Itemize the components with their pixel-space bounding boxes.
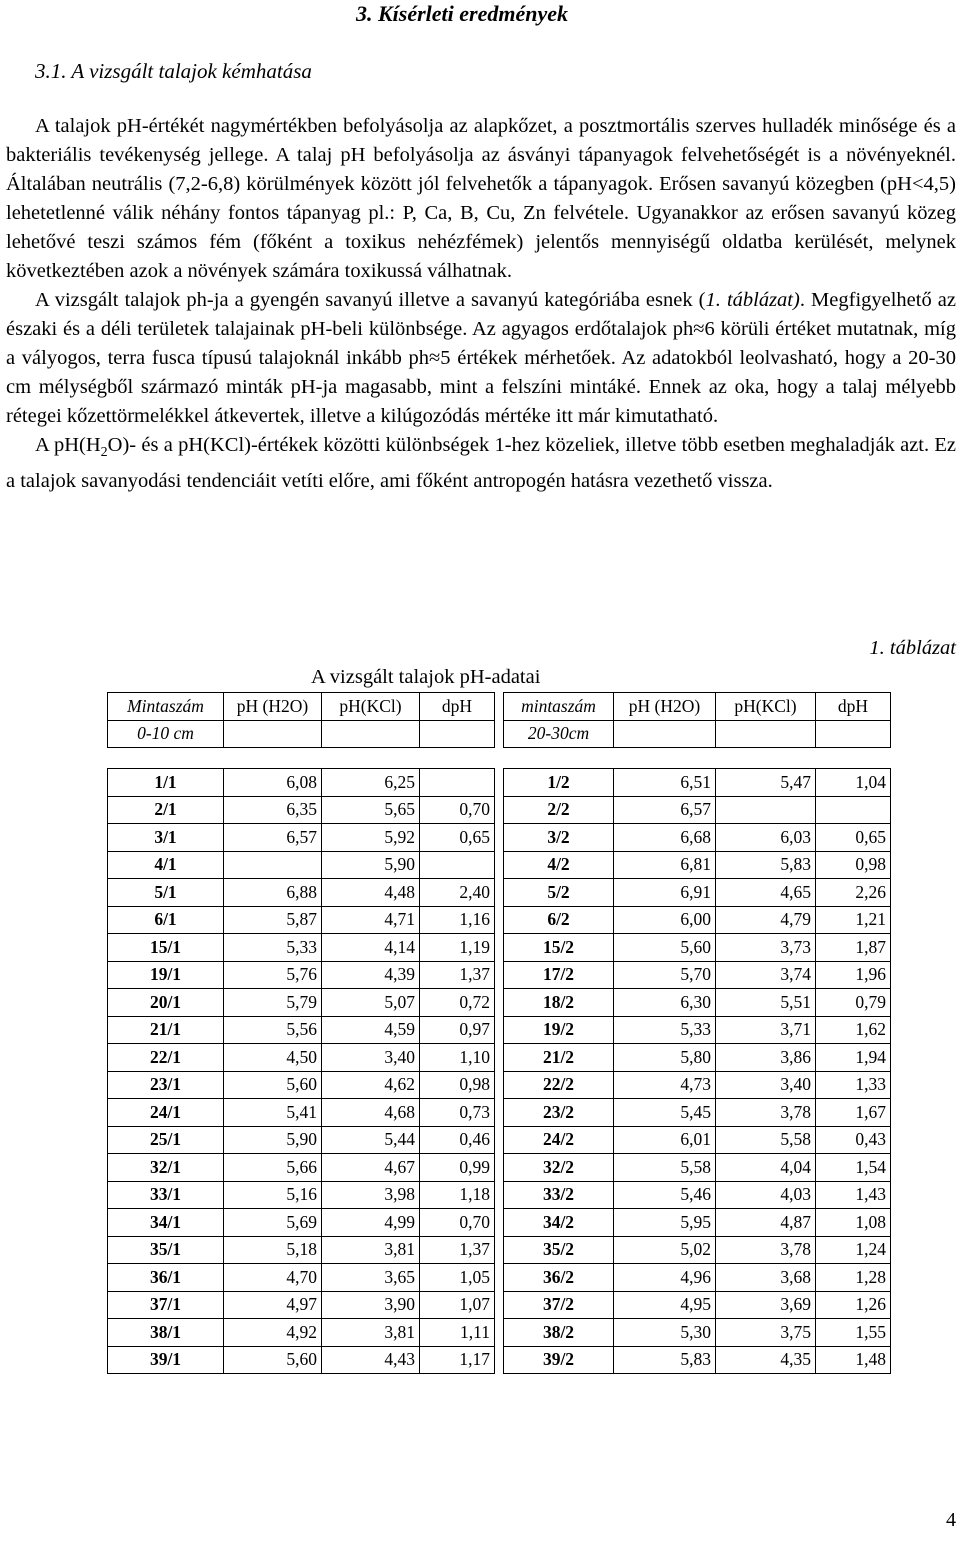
- sample-id-cell: 21/2: [504, 1044, 614, 1072]
- value-cell: 4,43: [322, 1346, 420, 1374]
- value-cell: 1,04: [816, 769, 891, 797]
- table-separator: [495, 879, 504, 907]
- value-cell: [420, 769, 495, 797]
- sample-id-cell: 19/2: [504, 1016, 614, 1044]
- table-row: [108, 1319, 891, 1347]
- value-cell: 5,58: [614, 1154, 716, 1182]
- value-cell: 6,88: [224, 879, 322, 907]
- value-cell: [224, 851, 322, 879]
- table-caption-number: 1. táblázat: [869, 637, 956, 659]
- value-cell: 3,69: [716, 1291, 816, 1319]
- value-cell: 4,59: [322, 1016, 420, 1044]
- value-cell: 5,83: [614, 1346, 716, 1374]
- table-separator: [495, 906, 504, 934]
- table-separator: [495, 1071, 504, 1099]
- value-cell: 4,67: [322, 1154, 420, 1182]
- value-cell: 4,50: [224, 1044, 322, 1072]
- value-cell: 5,60: [224, 1071, 322, 1099]
- value-cell: 1,67: [816, 1099, 891, 1127]
- table-separator: [495, 1346, 504, 1374]
- value-cell: 1,11: [420, 1319, 495, 1347]
- sample-id-cell: 39/1: [108, 1346, 224, 1374]
- value-cell: 0,98: [420, 1071, 495, 1099]
- table-separator: [495, 1126, 504, 1154]
- value-cell: 1,10: [420, 1044, 495, 1072]
- value-cell: 5,07: [322, 989, 420, 1017]
- table-separator: [495, 1209, 504, 1237]
- header-cell: pH(KCl): [716, 693, 816, 721]
- value-cell: 1,28: [816, 1264, 891, 1292]
- sample-id-cell: 37/1: [108, 1291, 224, 1319]
- empty-cell: [322, 720, 420, 748]
- value-cell: 5,69: [224, 1209, 322, 1237]
- sample-id-cell: 24/2: [504, 1126, 614, 1154]
- value-cell: 5,30: [614, 1319, 716, 1347]
- sample-id-cell: 23/1: [108, 1071, 224, 1099]
- value-cell: 0,73: [420, 1099, 495, 1127]
- value-cell: 5,95: [614, 1209, 716, 1237]
- value-cell: 1,07: [420, 1291, 495, 1319]
- sample-id-cell: 22/2: [504, 1071, 614, 1099]
- table-title: A vizsgált talajok pH-adatai: [311, 666, 541, 688]
- sample-id-cell: 5/1: [108, 879, 224, 907]
- table-row: [108, 1209, 891, 1237]
- value-cell: 3,40: [322, 1044, 420, 1072]
- table-separator: [495, 748, 504, 769]
- paragraph-2: [6, 286, 956, 431]
- sample-id-cell: 34/1: [108, 1209, 224, 1237]
- table-reference: 1. táblázat): [705, 289, 800, 311]
- value-cell: 5,83: [716, 851, 816, 879]
- table-row: [108, 934, 891, 962]
- value-cell: 1,48: [816, 1346, 891, 1374]
- header-cell: mintaszám: [504, 693, 614, 721]
- spacer-cell: [504, 748, 614, 769]
- header-cell: dpH: [816, 693, 891, 721]
- value-cell: 0,97: [420, 1016, 495, 1044]
- value-cell: [716, 796, 816, 824]
- value-cell: 4,48: [322, 879, 420, 907]
- value-cell: 5,44: [322, 1126, 420, 1154]
- value-cell: 4,65: [716, 879, 816, 907]
- table-separator: [495, 1154, 504, 1182]
- value-cell: 1,18: [420, 1181, 495, 1209]
- value-cell: 0,46: [420, 1126, 495, 1154]
- table-separator: [495, 1044, 504, 1072]
- value-cell: 3,78: [716, 1236, 816, 1264]
- table-separator: [495, 720, 504, 748]
- table-separator: [495, 796, 504, 824]
- sample-id-cell: 33/2: [504, 1181, 614, 1209]
- value-cell: 6,01: [614, 1126, 716, 1154]
- value-cell: 4,99: [322, 1209, 420, 1237]
- table-row: [108, 1126, 891, 1154]
- value-cell: 6,03: [716, 824, 816, 852]
- empty-cell: [614, 720, 716, 748]
- value-cell: 5,92: [322, 824, 420, 852]
- table-separator: [495, 769, 504, 797]
- sample-id-cell: 15/1: [108, 934, 224, 962]
- ph-data-table: [107, 692, 891, 1374]
- value-cell: 1,43: [816, 1181, 891, 1209]
- table-row: [108, 1291, 891, 1319]
- spacer-cell: [716, 748, 816, 769]
- value-cell: 6,35: [224, 796, 322, 824]
- table-row: [108, 769, 891, 797]
- value-cell: 3,68: [716, 1264, 816, 1292]
- value-cell: 4,03: [716, 1181, 816, 1209]
- paragraph-2-before: A vizsgált talajok ph-ja a gyengén savanyú illetve a savanyú kategóriába esnek (: [35, 289, 706, 311]
- sample-id-cell: 39/2: [504, 1346, 614, 1374]
- value-cell: 4,62: [322, 1071, 420, 1099]
- table-row: [108, 1346, 891, 1374]
- sample-id-cell: 34/2: [504, 1209, 614, 1237]
- sample-id-cell: 5/2: [504, 879, 614, 907]
- value-cell: 5,41: [224, 1099, 322, 1127]
- table-row: [108, 1099, 891, 1127]
- table-separator: [495, 1291, 504, 1319]
- value-cell: 3,40: [716, 1071, 816, 1099]
- value-cell: 1,24: [816, 1236, 891, 1264]
- value-cell: 0,65: [420, 824, 495, 852]
- value-cell: 1,37: [420, 961, 495, 989]
- value-cell: 1,08: [816, 1209, 891, 1237]
- sample-id-cell: 25/1: [108, 1126, 224, 1154]
- value-cell: 1,21: [816, 906, 891, 934]
- value-cell: 5,33: [614, 1016, 716, 1044]
- value-cell: 4,95: [614, 1291, 716, 1319]
- value-cell: 1,26: [816, 1291, 891, 1319]
- sample-id-cell: 18/2: [504, 989, 614, 1017]
- sample-id-cell: 37/2: [504, 1291, 614, 1319]
- page-number: 4: [946, 1509, 956, 1531]
- table-row: [108, 989, 891, 1017]
- table-separator: [495, 1236, 504, 1264]
- value-cell: 3,71: [716, 1016, 816, 1044]
- value-cell: 0,70: [420, 796, 495, 824]
- sample-id-cell: 38/1: [108, 1319, 224, 1347]
- value-cell: 5,56: [224, 1016, 322, 1044]
- value-cell: 1,55: [816, 1319, 891, 1347]
- paragraph-3-part2: O)- és a pH(KCl)-értékek közötti különbségek 1-hez közeliek, illetve több esetben meghaladják azt. Ez a talajok savanyodási tendenciáit vetíti előre, ami főként antropogén hatásra vezethető vissza.: [6, 434, 957, 493]
- header-row: [108, 693, 891, 721]
- value-cell: 5,47: [716, 769, 816, 797]
- value-cell: 5,65: [322, 796, 420, 824]
- value-cell: 4,68: [322, 1099, 420, 1127]
- sample-id-cell: 36/1: [108, 1264, 224, 1292]
- value-cell: [816, 796, 891, 824]
- sample-id-cell: 35/1: [108, 1236, 224, 1264]
- spacer-cell: [420, 748, 495, 769]
- value-cell: 6,68: [614, 824, 716, 852]
- value-cell: 4,96: [614, 1264, 716, 1292]
- spacer-cell: [816, 748, 891, 769]
- spacer-cell: [224, 748, 322, 769]
- table-separator: [495, 1319, 504, 1347]
- table-row: [108, 1071, 891, 1099]
- depth-label-left: 0-10 cm: [108, 720, 224, 748]
- value-cell: 5,90: [224, 1126, 322, 1154]
- sample-id-cell: 19/1: [108, 961, 224, 989]
- value-cell: 1,96: [816, 961, 891, 989]
- value-cell: 2,26: [816, 879, 891, 907]
- table-separator: [495, 1181, 504, 1209]
- table-separator: [495, 1264, 504, 1292]
- value-cell: 6,25: [322, 769, 420, 797]
- paragraph-1: A talajok pH-értékét nagymértékben befolyásolja az alapkőzet, a posztmortális szerves hulladék minősége és a bakteriális tevékenység jellege. A talaj pH befolyásolja az ásványi tápanyagok felvehetőségét is a növényeknél. Általában neutrális (7,2-6,8) körülmények között jól felvehetők a tápanyagok. Erősen savanyú közegben (pH<4,5) lehetetlenné válik néhány fontos tápanyag pl.: P, Ca, B, Cu, Zn felvétele. Ugyanakkor az erősen savanyú közeg lehetővé teszi számos fém (főként a toxikus nehézfémek) jelentős mennyiségű oldatba kerülését, melynek következtében azok a növények számára toxikussá válhatnak.: [6, 115, 956, 282]
- value-cell: 3,81: [322, 1319, 420, 1347]
- value-cell: 5,79: [224, 989, 322, 1017]
- value-cell: 6,57: [614, 796, 716, 824]
- value-cell: 1,05: [420, 1264, 495, 1292]
- sample-id-cell: 2/2: [504, 796, 614, 824]
- value-cell: 5,45: [614, 1099, 716, 1127]
- paragraph-3-part1: A pH(H: [35, 434, 101, 456]
- table-separator: [495, 1016, 504, 1044]
- sample-id-cell: 17/2: [504, 961, 614, 989]
- value-cell: 0,99: [420, 1154, 495, 1182]
- paragraph-3: [6, 431, 956, 496]
- value-cell: 5,18: [224, 1236, 322, 1264]
- sample-id-cell: 3/2: [504, 824, 614, 852]
- value-cell: 5,70: [614, 961, 716, 989]
- header-cell: Mintaszám: [108, 693, 224, 721]
- value-cell: 6,51: [614, 769, 716, 797]
- value-cell: 5,66: [224, 1154, 322, 1182]
- sample-id-cell: 20/1: [108, 989, 224, 1017]
- spacer-row: [108, 748, 891, 769]
- value-cell: 6,08: [224, 769, 322, 797]
- value-cell: 4,97: [224, 1291, 322, 1319]
- value-cell: 4,04: [716, 1154, 816, 1182]
- sample-id-cell: 6/2: [504, 906, 614, 934]
- table-row: [108, 1154, 891, 1182]
- value-cell: 6,81: [614, 851, 716, 879]
- value-cell: 5,90: [322, 851, 420, 879]
- value-cell: 5,33: [224, 934, 322, 962]
- table-separator: [495, 1099, 504, 1127]
- empty-cell: [224, 720, 322, 748]
- subscript-2: 2: [100, 445, 108, 461]
- value-cell: 4,73: [614, 1071, 716, 1099]
- paragraph-2-after: . Megfigyelhető az északi és a déli területek talajainak pH-beli különbsége. Az agyagos erdőtalajok ph≈6 körüli értéket mutatnak, míg a vályogos, terra fusca típusú talajoknál inkább ph≈5 értékek mérhetőek. Az adatokból leolvasható, hogy a 20-30 cm mélységből származó minták pH-ja magasabb, mint a felszíni mintáké. Ennek az oka, hogy a talaj mélyebb rétegei kőzettörmelékkel átkevertek, illetve a kilúgozódás mértéke itt már kimutatható.: [6, 289, 956, 427]
- sample-id-cell: 15/2: [504, 934, 614, 962]
- sample-id-cell: 6/1: [108, 906, 224, 934]
- value-cell: 3,75: [716, 1319, 816, 1347]
- value-cell: 3,65: [322, 1264, 420, 1292]
- table-row: [108, 906, 891, 934]
- spacer-cell: [108, 748, 224, 769]
- spacer-cell: [614, 748, 716, 769]
- table-row: [108, 1264, 891, 1292]
- sample-id-cell: 22/1: [108, 1044, 224, 1072]
- table-row: [108, 1181, 891, 1209]
- value-cell: 4,39: [322, 961, 420, 989]
- table-body: [108, 693, 891, 1374]
- value-cell: 1,19: [420, 934, 495, 962]
- value-cell: 0,43: [816, 1126, 891, 1154]
- value-cell: 1,54: [816, 1154, 891, 1182]
- value-cell: 3,81: [322, 1236, 420, 1264]
- empty-cell: [816, 720, 891, 748]
- value-cell: 1,37: [420, 1236, 495, 1264]
- table-separator: [495, 989, 504, 1017]
- body-text: [6, 112, 956, 496]
- sample-id-cell: 33/1: [108, 1181, 224, 1209]
- value-cell: 5,60: [614, 934, 716, 962]
- empty-cell: [420, 720, 495, 748]
- value-cell: 6,91: [614, 879, 716, 907]
- sample-id-cell: 23/2: [504, 1099, 614, 1127]
- header-cell: dpH: [420, 693, 495, 721]
- value-cell: 4,87: [716, 1209, 816, 1237]
- value-cell: 3,74: [716, 961, 816, 989]
- sample-id-cell: 4/1: [108, 851, 224, 879]
- table-row: [108, 879, 891, 907]
- sample-id-cell: 3/1: [108, 824, 224, 852]
- value-cell: 4,71: [322, 906, 420, 934]
- table-separator: [495, 693, 504, 721]
- value-cell: 5,51: [716, 989, 816, 1017]
- value-cell: 1,33: [816, 1071, 891, 1099]
- value-cell: 1,16: [420, 906, 495, 934]
- value-cell: 2,40: [420, 879, 495, 907]
- sample-id-cell: 2/1: [108, 796, 224, 824]
- table-separator: [495, 961, 504, 989]
- value-cell: 0,98: [816, 851, 891, 879]
- table-row: [108, 796, 891, 824]
- section-title: 3.1. A vizsgált talajok kémhatása: [35, 59, 312, 83]
- value-cell: 1,62: [816, 1016, 891, 1044]
- header-cell: pH (H2O): [614, 693, 716, 721]
- header-cell: pH(KCl): [322, 693, 420, 721]
- value-cell: 4,92: [224, 1319, 322, 1347]
- value-cell: 3,98: [322, 1181, 420, 1209]
- sample-id-cell: 38/2: [504, 1319, 614, 1347]
- sample-id-cell: 32/2: [504, 1154, 614, 1182]
- sample-id-cell: 21/1: [108, 1016, 224, 1044]
- sample-id-cell: 4/2: [504, 851, 614, 879]
- value-cell: 5,46: [614, 1181, 716, 1209]
- table-separator: [495, 934, 504, 962]
- value-cell: 5,80: [614, 1044, 716, 1072]
- value-cell: 4,79: [716, 906, 816, 934]
- value-cell: 6,57: [224, 824, 322, 852]
- value-cell: 0,65: [816, 824, 891, 852]
- value-cell: 1,17: [420, 1346, 495, 1374]
- header-cell: pH (H2O): [224, 693, 322, 721]
- value-cell: 5,58: [716, 1126, 816, 1154]
- table-row: [108, 1044, 891, 1072]
- value-cell: 1,87: [816, 934, 891, 962]
- value-cell: 6,00: [614, 906, 716, 934]
- table-separator: [495, 824, 504, 852]
- table-separator: [495, 851, 504, 879]
- value-cell: 5,60: [224, 1346, 322, 1374]
- sample-id-cell: 36/2: [504, 1264, 614, 1292]
- sample-id-cell: 24/1: [108, 1099, 224, 1127]
- value-cell: 6,30: [614, 989, 716, 1017]
- value-cell: 3,73: [716, 934, 816, 962]
- chapter-title: 3. Kísérleti eredmények: [356, 1, 569, 26]
- table-row: [108, 824, 891, 852]
- value-cell: 4,14: [322, 934, 420, 962]
- table-row: [108, 961, 891, 989]
- value-cell: 3,78: [716, 1099, 816, 1127]
- sample-id-cell: 1/1: [108, 769, 224, 797]
- table-row: [108, 1236, 891, 1264]
- value-cell: 1,94: [816, 1044, 891, 1072]
- value-cell: 5,02: [614, 1236, 716, 1264]
- depth-label-right: 20-30cm: [504, 720, 614, 748]
- value-cell: 0,72: [420, 989, 495, 1017]
- value-cell: 4,35: [716, 1346, 816, 1374]
- empty-cell: [716, 720, 816, 748]
- value-cell: 4,70: [224, 1264, 322, 1292]
- value-cell: 5,76: [224, 961, 322, 989]
- sample-id-cell: 32/1: [108, 1154, 224, 1182]
- sample-id-cell: 35/2: [504, 1236, 614, 1264]
- table-row: [108, 851, 891, 879]
- value-cell: 3,86: [716, 1044, 816, 1072]
- value-cell: 0,79: [816, 989, 891, 1017]
- value-cell: 5,87: [224, 906, 322, 934]
- value-cell: 0,70: [420, 1209, 495, 1237]
- spacer-cell: [322, 748, 420, 769]
- table-row: [108, 1016, 891, 1044]
- value-cell: 5,16: [224, 1181, 322, 1209]
- depth-row: [108, 720, 891, 748]
- value-cell: 3,90: [322, 1291, 420, 1319]
- sample-id-cell: 1/2: [504, 769, 614, 797]
- value-cell: [420, 851, 495, 879]
